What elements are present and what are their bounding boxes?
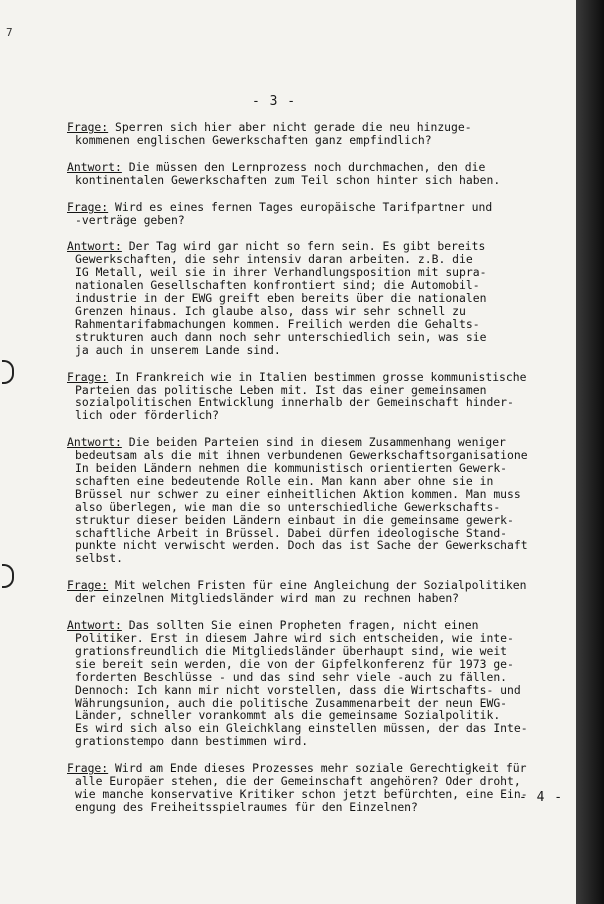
speaker-label: Frage:	[67, 761, 109, 776]
line-text: bedeutsam als die mit ihnen verbundenen Gewerkschaftsorganisatione	[75, 448, 528, 463]
line-text: der einzelnen Mitgliedsländer wird man zu rechnen haben?	[75, 591, 460, 606]
text-line	[67, 214, 579, 227]
answer-block	[67, 436, 579, 565]
line-text: -verträge geben?	[75, 212, 185, 227]
line-text: Es wird sich also ein Gleichklang einstellen müssen, der das Inte-	[75, 721, 528, 736]
scan-edge	[576, 0, 604, 904]
interview-text	[67, 121, 579, 828]
line-text: selbst.	[75, 551, 124, 566]
line-text: Wird es eines fernen Tages europäische Tarifpartner und	[108, 199, 493, 214]
line-text: Die müssen den Lernprozess noch durchmachen, den die	[121, 159, 486, 174]
line-text: Mit welchen Fristen für eine Angleichung der Sozialpolitiken	[108, 578, 527, 593]
question-block	[67, 121, 579, 147]
text-line	[67, 409, 579, 422]
text-line	[67, 592, 579, 605]
line-text: ja auch in unserem Lande sind.	[75, 342, 281, 357]
punch-hole-icon	[2, 360, 14, 384]
line-text: kontinentalen Gewerkschaften zum Teil schon hinter sich haben.	[75, 172, 501, 187]
line-text: sie bereit sein werden, die von der Gipfelkonferenz für 1973 ge-	[75, 656, 514, 671]
line-text: Rahmentarifabmachungen kommen. Freilich werden die Gehalts-	[75, 316, 480, 331]
line-text: lich oder förderlich?	[75, 408, 220, 423]
line-text: strukturen auch dann noch sehr unterschiedlich sein, was sie	[75, 329, 487, 344]
speaker-label: Frage:	[67, 578, 109, 593]
line-text: Brüssel nur schwer zu einer einheitlichen Aktion kommen. Man muss	[75, 486, 521, 501]
line-text: In Frankreich wie in Italien bestimmen grosse kommunistische	[108, 369, 527, 384]
text-line	[67, 801, 579, 814]
line-text: In beiden Ländern nehmen die kommunistisch orientierten Gewerk-	[75, 461, 508, 476]
page-number: - 3 -	[252, 94, 297, 109]
speaker-label: Frage:	[67, 369, 109, 384]
text-line	[67, 174, 579, 187]
line-text: grationsfreundlich die Mitgliedsländer überhaupt sind, wie weit	[75, 643, 508, 658]
question-block	[67, 579, 579, 605]
answer-block	[67, 240, 579, 356]
line-text: punkte nicht verwischt werden. Doch das ist Sache der Gewerkschaft	[75, 538, 528, 553]
speaker-label: Frage:	[67, 199, 109, 214]
corner-mark: 7	[6, 26, 13, 39]
line-text: industrie in der EWG greift eben bereits über die nationalen	[75, 291, 487, 306]
line-text: wie manche konservative Kritiker schon jetzt befürchten, eine Ein-	[75, 786, 528, 801]
line-text: schaftliche Arbeit in Brüssel. Dabei dürfen ideologische Stand-	[75, 525, 508, 540]
question-block	[67, 762, 579, 814]
text-line	[67, 735, 579, 748]
speaker-label: Frage:	[67, 120, 109, 134]
speaker-label: Antwort:	[67, 435, 122, 450]
line-text: Wird am Ende dieses Prozesses mehr soziale Gerechtigkeit für	[108, 761, 527, 776]
line-text: kommenen englischen Gewerkschaften ganz empfindlich?	[75, 132, 432, 147]
line-text: sozialpolitischen Entwicklung innerhalb der Gemeinschaft hinder-	[75, 395, 514, 410]
text-line	[67, 134, 579, 147]
line-text: schaften eine bedeutende Rolle ein. Man kann aber ohne sie in	[75, 473, 494, 488]
text-line	[67, 344, 579, 357]
speaker-label: Antwort:	[67, 159, 122, 174]
speaker-label: Antwort:	[67, 239, 122, 254]
line-text: Dennoch: Ich kann mir nicht vorstellen, dass die Wirtschafts- und	[75, 682, 521, 697]
line-text: engung des Freiheitsspielraumes für den Einzelnen?	[75, 799, 418, 814]
line-text: grationstempo dann bestimmen wird.	[75, 734, 309, 749]
line-text: Währungsunion, auch die politische Zusammenarbeit der neun EWG-	[75, 695, 508, 710]
answer-block	[67, 161, 579, 187]
line-text: also überlegen, wie man die so unterschiedliche Gewerkschafts-	[75, 499, 501, 514]
line-text: Die beiden Parteien sind in diesem Zusammenhang weniger	[121, 435, 506, 450]
question-block	[67, 371, 579, 423]
line-text: nationalen Gesellschaften konfrontiert sind; die Automobil-	[75, 278, 480, 293]
line-text: Politiker. Erst in diesem Jahre wird sich entscheiden, wie inte-	[75, 631, 514, 645]
line-text: Länder, schneller vorankommt als die gemeinsame Sozialpolitik.	[75, 708, 501, 723]
text-line	[67, 552, 579, 565]
speaker-label: Antwort:	[67, 618, 122, 633]
line-text: Gewerkschaften, die sehr intensiv daran arbeiten. z.B. die	[75, 252, 473, 267]
question-block	[67, 201, 579, 227]
line-text: IG Metall, weil sie in ihrer Verhandlungsposition mit supra-	[75, 265, 487, 280]
line-text: Das sollten Sie einen Propheten fragen, nicht einen	[121, 618, 479, 633]
answer-block	[67, 619, 579, 748]
line-text: struktur dieser beiden Ländern einbaut in die gemeinsame gewerk-	[75, 512, 514, 527]
next-page-marker: - 4 -	[519, 790, 564, 805]
line-text: Grenzen hinaus. Ich glaube also, dass wir sehr schnell zu	[75, 303, 466, 318]
text-line	[67, 539, 579, 552]
line-text: Parteien das politische Leben mit. Ist das einer gemeinsamen	[75, 382, 487, 397]
line-text: Der Tag wird gar nicht so fern sein. Es gibt bereits	[121, 239, 486, 254]
line-text: Sperren sich hier aber nicht gerade die neu hinzuge-	[108, 120, 472, 134]
punch-hole-icon	[2, 564, 14, 588]
line-text: alle Europäer stehen, die der Gemeinschaft angehören? Oder droht,	[75, 774, 521, 789]
line-text: forderten Beschlüsse - und das sind sehr viele -auch zu fällen.	[75, 669, 508, 684]
